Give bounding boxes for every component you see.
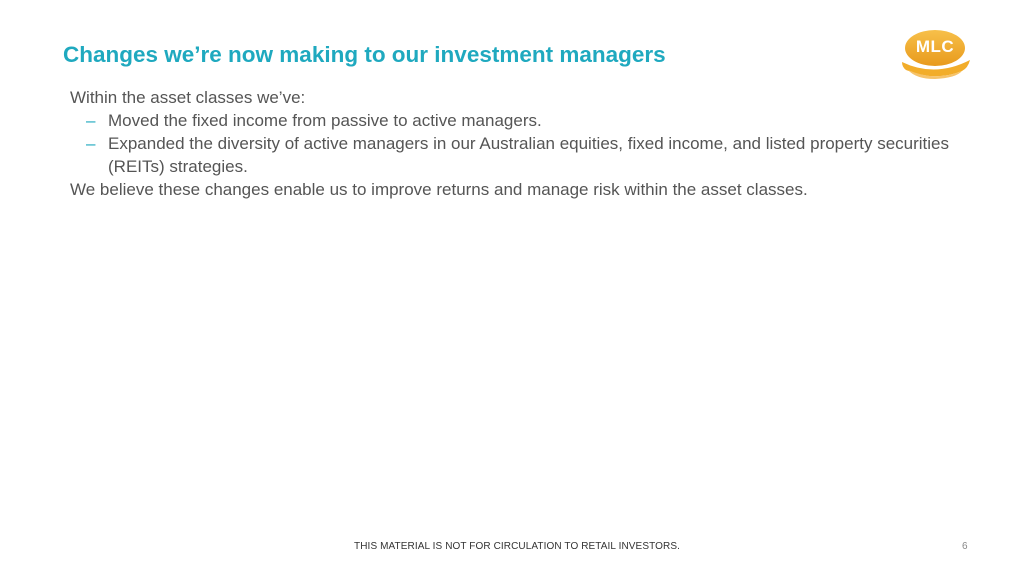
- footer-disclaimer: THIS MATERIAL IS NOT FOR CIRCULATION TO RETAIL INVESTORS.: [354, 541, 680, 552]
- list-item: [70, 109, 990, 132]
- slide-title: Changes we’re now making to our investment managers: [63, 42, 666, 67]
- closing-text: We believe these changes enable us to improve returns and manage risk within the asset classes.: [70, 180, 808, 199]
- list-item: [70, 132, 990, 178]
- dash-icon: –: [86, 134, 96, 153]
- dash-icon: –: [86, 111, 96, 130]
- mlc-logo: [896, 26, 976, 82]
- page-number: 6: [962, 541, 968, 552]
- slide-body: [70, 86, 990, 201]
- intro-text: Within the asset classes we’ve:: [70, 88, 306, 107]
- list-item-text: Moved the fixed income from passive to active managers.: [108, 111, 542, 130]
- bullet-list: [70, 109, 990, 178]
- list-item-text: Expanded the diversity of active managers in our Australian equities, fixed income, and listed property securities (REITs) strategies.: [108, 134, 950, 176]
- logo-text: MLC: [915, 37, 955, 56]
